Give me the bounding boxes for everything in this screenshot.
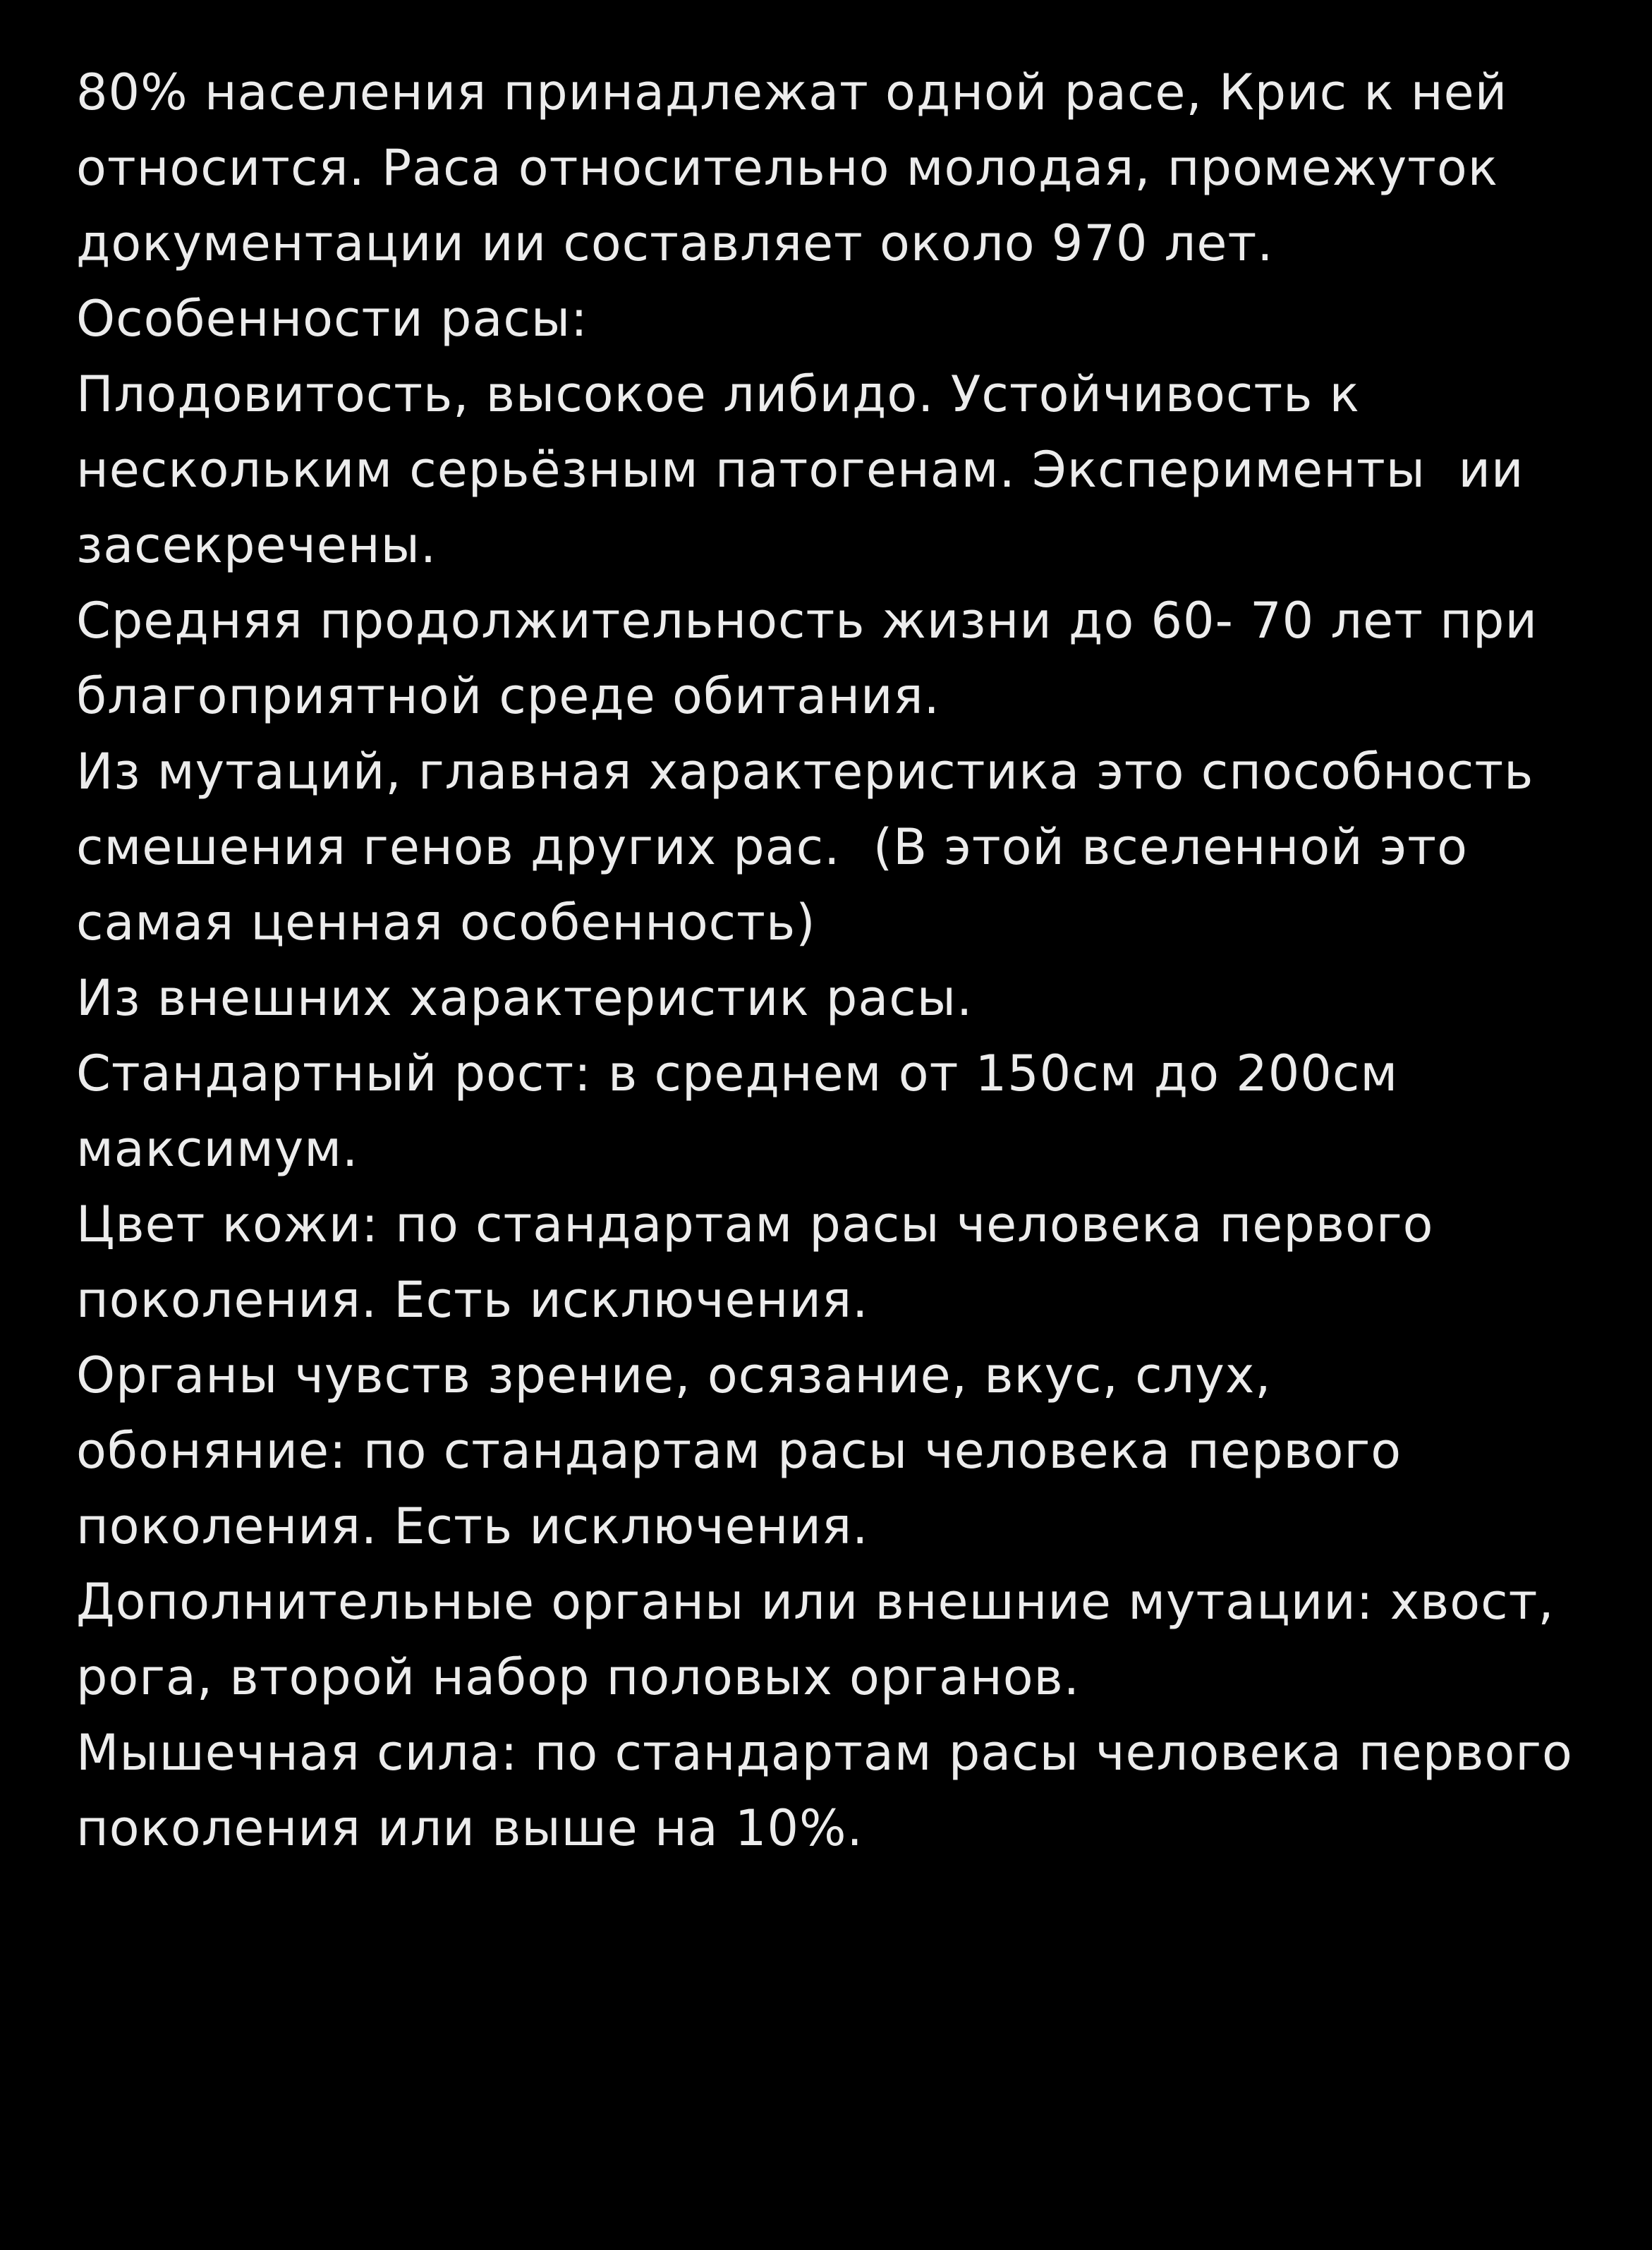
text-line: Особенности расы: bbox=[76, 290, 588, 348]
text-line: документации ии составляет около 970 лет. bbox=[76, 214, 1274, 272]
text-line: Из внешних характеристик расы. bbox=[76, 969, 973, 1027]
text-line: благоприятной среде обитания. bbox=[76, 667, 940, 725]
text-line: рога, второй набор половых органов. bbox=[76, 1648, 1081, 1706]
text-line: Цвет кожи: по стандартам расы человека первого bbox=[76, 1196, 1434, 1253]
text-line: 80% населения принадлежат одной расе, Крис к ней bbox=[76, 63, 1508, 121]
text-line: Дополнительные органы или внешние мутации: хвост, bbox=[76, 1573, 1555, 1631]
text-line: поколения. Есть исключения. bbox=[76, 1497, 869, 1555]
text-line: Плодовитость, высокое либидо. Устойчивость к bbox=[76, 365, 1360, 423]
text-line: Стандартный рост: в среднем от 150см до 200см bbox=[76, 1045, 1399, 1102]
text-line: нескольким серьёзным патогенам. Эксперименты ии bbox=[76, 441, 1524, 499]
text-line: Мышечная сила: по стандартам расы человека первого bbox=[76, 1724, 1573, 1782]
text-line: самая ценная особенность) bbox=[76, 894, 816, 951]
text-line: обоняние: по стандартам расы человека первого bbox=[76, 1422, 1402, 1480]
text-line: относится. Раса относительно молодая, промежуток bbox=[76, 139, 1499, 197]
text-line: поколения. Есть исключения. bbox=[76, 1271, 869, 1329]
text-line: поколения или выше на 10%. bbox=[76, 1799, 863, 1857]
text-line: Из мутаций, главная характеристика это способность bbox=[76, 743, 1534, 801]
text-line: максимум. bbox=[76, 1120, 359, 1178]
text-block bbox=[76, 55, 1593, 1866]
text-line: смешения генов других рас. (В этой вселенной это bbox=[76, 818, 1468, 876]
text-line: Средняя продолжительность жизни до 60- 70 лет при bbox=[76, 592, 1538, 650]
text-line: засекречены. bbox=[76, 516, 437, 574]
text-line: Органы чувств зрение, осязание, вкус, слух, bbox=[76, 1346, 1272, 1404]
